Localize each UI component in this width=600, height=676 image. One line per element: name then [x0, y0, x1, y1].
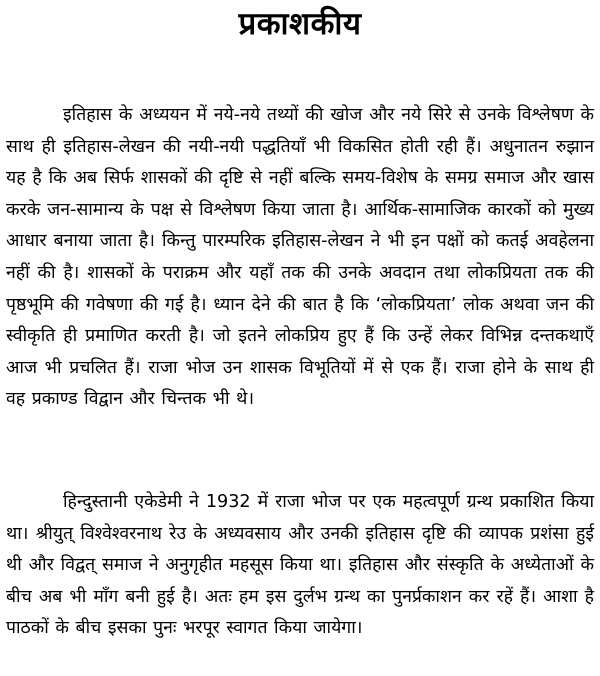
- paragraph-history-study: इतिहास के अध्ययन में नये-नये तथ्यों की खोज और नये सिरे से उनके विश्लेषण के साथ ही इतिहास-लेखन की नयी-नयी पद्धतियाँ भी विकसित होती रही हैं। अधुनातन रुझान यह है कि अब सिर्फ शासकों की दृष्टि से नहीं बल्कि समय-विशेष के समग्र समाज और खास करके जन-सामान्य के पक्ष से विश्लेषण किया जाता है। आर्थिक-सामाजिक कारकों को मुख्य आधार बनाया जाता है। किन्तु पारम्परिक इतिहास-लेखन ने भी इन पक्षों को कतई अवहेलना नहीं की है। शासकों के पराक्रम और यहाँ तक की उनके अवदान तथा लोकप्रियता तक की पृष्ठभूमि की गवेषणा की गई है। ध्यान देने की बात है कि ‘लोकप्रियता’ लोक अथवा जन की स्वीकृति ही प्रमाणित करती है। जो इतने लोकप्रिय हुए हैं कि उन्हें लेकर विभिन्न दन्तकथाएँ आज भी प्रचलित हैं। राजा भोज उन शासक विभूतियों में से एक हैं। राजा होने के साथ ही वह प्रकाण्ड विद्वान और चिन्तक भी थे।: [6, 105, 594, 410]
- paragraph-publication-note: हिन्दुस्तानी एकेडेमी ने 1932 में राजा भोज पर एक महत्वपूर्ण ग्रन्थ प्रकाशित किया था। श्रीयुत् विश्वेश्वरनाथ रेउ के अध्यवसाय और उनकी इतिहास दृष्टि की व्यापक प्रशंसा हुई थी और विद्वत् समाज ने अनुगृहीत महसूस किया था। इतिहास और संस्कृति के अध्येताओं के बीच अब भी माँग बनी हुई है। अतः हम इस दुर्लभ ग्रन्थ का पुनर्प्रकाशन कर रहें हैं। आशा है पाठकों के बीच इसका पुनः भरपूर स्वागत किया जायेगा।: [6, 492, 594, 639]
- page-title: प्रकाशकीय: [238, 6, 362, 42]
